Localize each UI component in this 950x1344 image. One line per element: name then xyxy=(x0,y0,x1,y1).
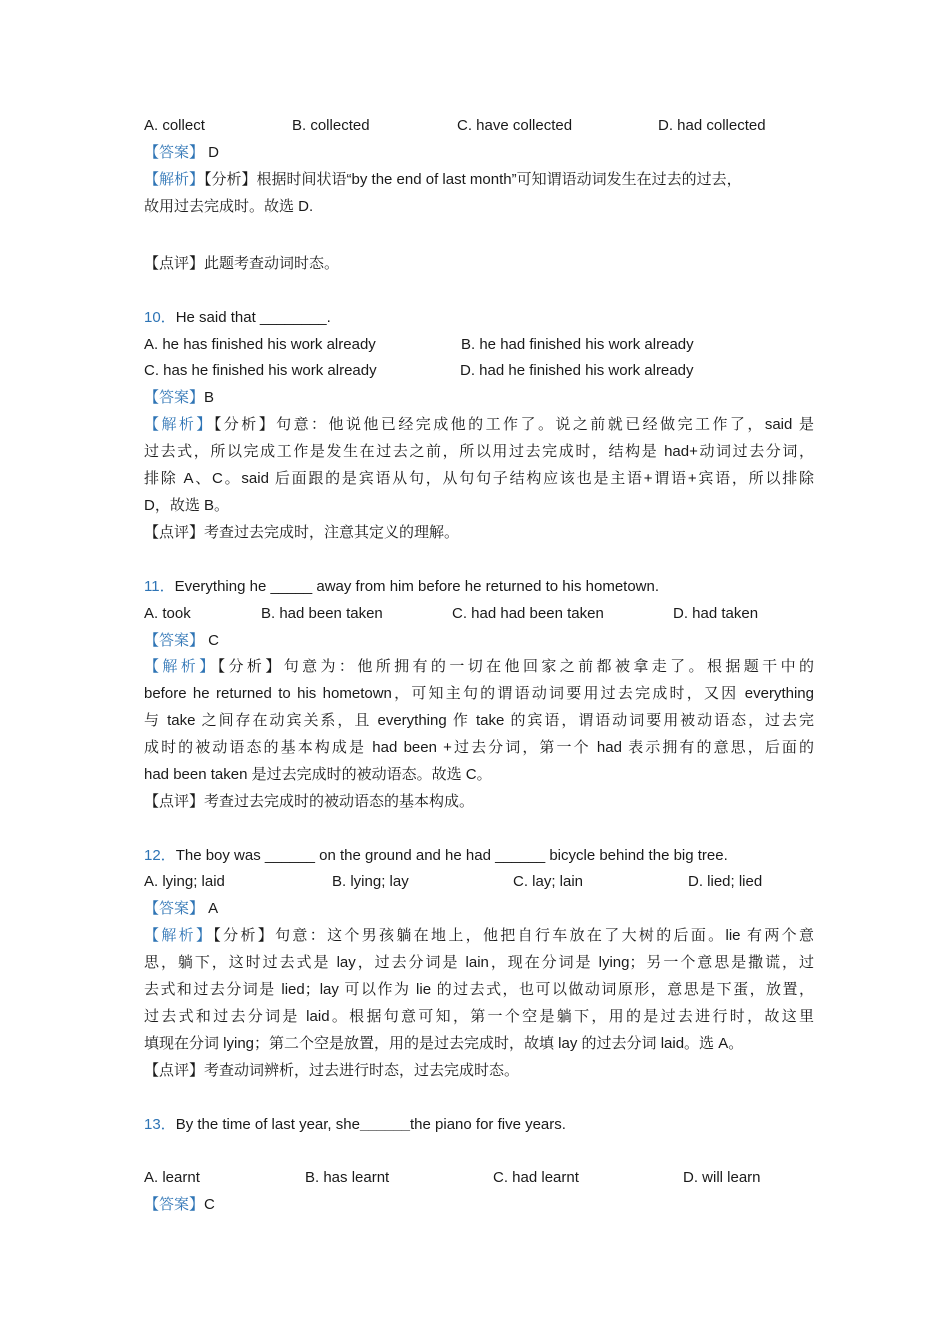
question-number: 13． xyxy=(144,1116,176,1133)
q12-analysis-line-4: 过去式和过去分词是 laid。根据句意可知，第一个空是躺下，用的是过去进行时，故这里 xyxy=(144,1008,814,1025)
question-text: By the time of last year, she xyxy=(175,1116,360,1133)
question-number: 10． xyxy=(144,309,176,326)
q13-stem xyxy=(144,1115,566,1135)
analysis-tag: 【解析】 xyxy=(144,927,214,944)
analysis-text: 【分析】根据时间状语“by the end of last month”可知谓语动词发生在过去的过去， xyxy=(204,171,742,188)
q11-stem xyxy=(144,577,659,597)
q12-option-d: D. lied; lied xyxy=(688,873,763,890)
q13-option-a: A. learnt xyxy=(144,1169,200,1186)
question-text: Everything he _____ away from him before he returned to his hometown. xyxy=(174,578,660,595)
q10-option-b: B. he had finished his work already xyxy=(461,336,694,353)
analysis-tag: 【解析】 xyxy=(144,658,218,675)
q13-answer xyxy=(144,1195,215,1215)
q11-option-c: C. had had been taken xyxy=(452,605,604,622)
q9-option-d: D. had collected xyxy=(658,117,766,134)
answer-value: B xyxy=(204,389,215,406)
answer-tag: 【答案】 xyxy=(144,632,205,649)
q12-stem xyxy=(144,846,728,866)
q13-option-c: C. had learnt xyxy=(493,1169,579,1186)
question-text: He said that ________. xyxy=(175,309,331,326)
q11-analysis-line-4: 成时的被动语态的基本构成是 had been +过去分词，第一个 had 表示拥有的意思，后面的 xyxy=(144,739,814,756)
analysis-tag: 【解析】 xyxy=(144,416,214,433)
q9-analysis-line-1 xyxy=(144,170,742,190)
answer-tag: 【答案】 xyxy=(144,144,205,161)
answer-value: C xyxy=(204,632,220,649)
q12-analysis-line-2: 思，躺下，这时过去式是 lay，过去分词是 lain，现在分词是 lying；另一个意思是撒谎，过 xyxy=(144,954,814,971)
q12-answer xyxy=(144,899,218,919)
analysis-text: 【分析】句意：他说他已经完成他的工作了。说之前就已经做完工作了，said 是 xyxy=(213,416,814,433)
q12-analysis-line-5: 填现在分词 lying；第二个空是放置，用的是过去完成时，故填 lay 的过去分词 laid。选 A。 xyxy=(144,1035,744,1052)
q12-option-b: B. lying; lay xyxy=(332,873,409,890)
question-number: 12． xyxy=(144,847,176,864)
answer-tag: 【答案】 xyxy=(144,900,205,917)
q10-answer xyxy=(144,388,214,408)
q10-analysis-line-2: 过去式，所以完成工作是发生在过去之前，所以用过去完成时，结构是 had+动词过去分词， xyxy=(144,443,814,460)
q10-analysis-line-1 xyxy=(144,415,814,435)
q12-option-a: A. lying; laid xyxy=(144,873,225,890)
q10-comment: 【点评】考查过去完成时，注意其定义的理解。 xyxy=(144,524,460,541)
q11-analysis-line-3: 与 take 之间存在动宾关系，且 everything 作 take 的宾语，谓语动词要用被动语态，过去完 xyxy=(144,712,814,729)
answer-value: A xyxy=(204,900,219,917)
answer-tag: 【答案】 xyxy=(144,389,205,406)
q10-option-d: D. had he finished his work already xyxy=(460,362,694,379)
q9-comment: 【点评】此题考查动词时态。 xyxy=(144,255,340,272)
q12-analysis-line-1 xyxy=(144,926,814,946)
q11-analysis-line-5: had been taken 是过去完成时的被动语态。故选 C。 xyxy=(144,766,492,783)
q11-answer xyxy=(144,631,219,651)
q10-option-a: A. he has finished his work already xyxy=(144,336,376,353)
q12-comment: 【点评】考查动词辨析，过去进行时态，过去完成时态。 xyxy=(144,1062,520,1079)
q11-comment: 【点评】考查过去完成时的被动语态的基本构成。 xyxy=(144,793,475,810)
question-number: 11． xyxy=(144,578,175,595)
q9-answer xyxy=(144,143,219,163)
q9-analysis-line-2: 故用过去完成时。故选 D. xyxy=(144,198,314,215)
analysis-text: 【分析】句意为：他所拥有的一切在他回家之前都被拿走了。根据题干中的 xyxy=(217,658,814,675)
q12-analysis-line-3: 去式和过去分词是 lied；lay 可以作为 lie 的过去式，也可以做动词原形，意思是下蛋，放置， xyxy=(144,981,814,998)
q9-option-c: C. have collected xyxy=(457,117,573,134)
q11-analysis-line-2: before he returned to his hometown，可知主句的谓语动词要用过去完成时，又因 everything xyxy=(144,685,814,702)
q9-option-b: B. collected xyxy=(292,117,370,134)
analysis-text: 【分析】句意：这个男孩躺在地上，他把自行车放在了大树的后面。lie 有两个意 xyxy=(213,927,814,944)
question-text-end: the piano for five years. xyxy=(410,1116,566,1133)
q13-option-d: D. will learn xyxy=(683,1169,761,1186)
q13-option-b: B. has learnt xyxy=(305,1169,390,1186)
q12-option-c: C. lay; lain xyxy=(513,873,584,890)
answer-tag: 【答案】 xyxy=(144,1196,205,1213)
answer-value: D xyxy=(204,144,220,161)
q11-option-d: D. had taken xyxy=(673,605,759,622)
q11-analysis-line-1 xyxy=(144,657,814,677)
q9-option-a: A. collect xyxy=(144,117,205,134)
q10-analysis-line-3: 排除 A、C。said 后面跟的是宾语从句，从句句子结构应该也是主语+谓语+宾语，所以排除 xyxy=(144,470,814,487)
q10-stem xyxy=(144,308,331,328)
question-blank: ______ xyxy=(359,1116,411,1133)
q10-option-c: C. has he finished his work already xyxy=(144,362,377,379)
answer-value: C xyxy=(204,1196,215,1213)
analysis-tag: 【解析】 xyxy=(144,171,205,188)
question-text: The boy was ______ on the ground and he had ______ bicycle behind the big tree. xyxy=(175,847,728,864)
q11-option-b: B. had been taken xyxy=(261,605,383,622)
q10-analysis-line-4: D，故选 B。 xyxy=(144,497,230,514)
q11-option-a: A. took xyxy=(144,605,191,622)
